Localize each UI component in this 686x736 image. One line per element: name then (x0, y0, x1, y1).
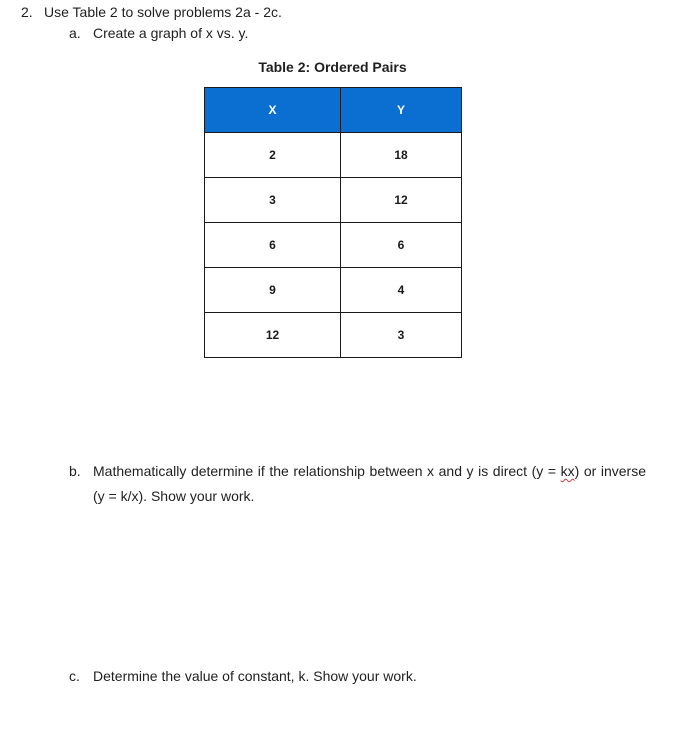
part-b-text-before: Mathematically determine if the relationship between x and y is direct (y = (93, 463, 561, 479)
table-row (205, 178, 462, 223)
cell-y: 18 (341, 133, 462, 178)
cell-x: 9 (205, 268, 341, 313)
table-caption: Table 2: Ordered Pairs (258, 59, 407, 75)
header-x: X (205, 88, 341, 133)
table-row (205, 223, 462, 268)
table-row (205, 313, 462, 358)
part-c-letter: c. (69, 668, 80, 684)
cell-x: 12 (205, 313, 341, 358)
cell-y: 6 (341, 223, 462, 268)
table-header-row (205, 88, 462, 133)
header-y: Y (341, 88, 462, 133)
part-c-text: Determine the value of constant, k. Show your work. (93, 668, 417, 684)
problem-2-text: Use Table 2 to solve problems 2a - 2c. (44, 4, 282, 20)
cell-y: 12 (341, 178, 462, 223)
part-b-letter: b. (69, 463, 81, 479)
cell-x: 3 (205, 178, 341, 223)
cell-y: 3 (341, 313, 462, 358)
cell-y: 4 (341, 268, 462, 313)
part-a-text: Create a graph of x vs. y. (93, 25, 249, 41)
table-row (205, 268, 462, 313)
part-a-letter: a. (69, 25, 81, 41)
part-b-text-after: ) or inverse (y = k/x). Show your work. (93, 463, 646, 504)
cell-x: 6 (205, 223, 341, 268)
problem-2 (21, 4, 33, 20)
cell-x: 2 (205, 133, 341, 178)
kx-spellcheck-word: kx (560, 463, 575, 479)
part-b-text (93, 459, 646, 509)
ordered-pairs-table (204, 87, 462, 358)
table-row (205, 133, 462, 178)
problem-number: 2. (21, 4, 33, 20)
